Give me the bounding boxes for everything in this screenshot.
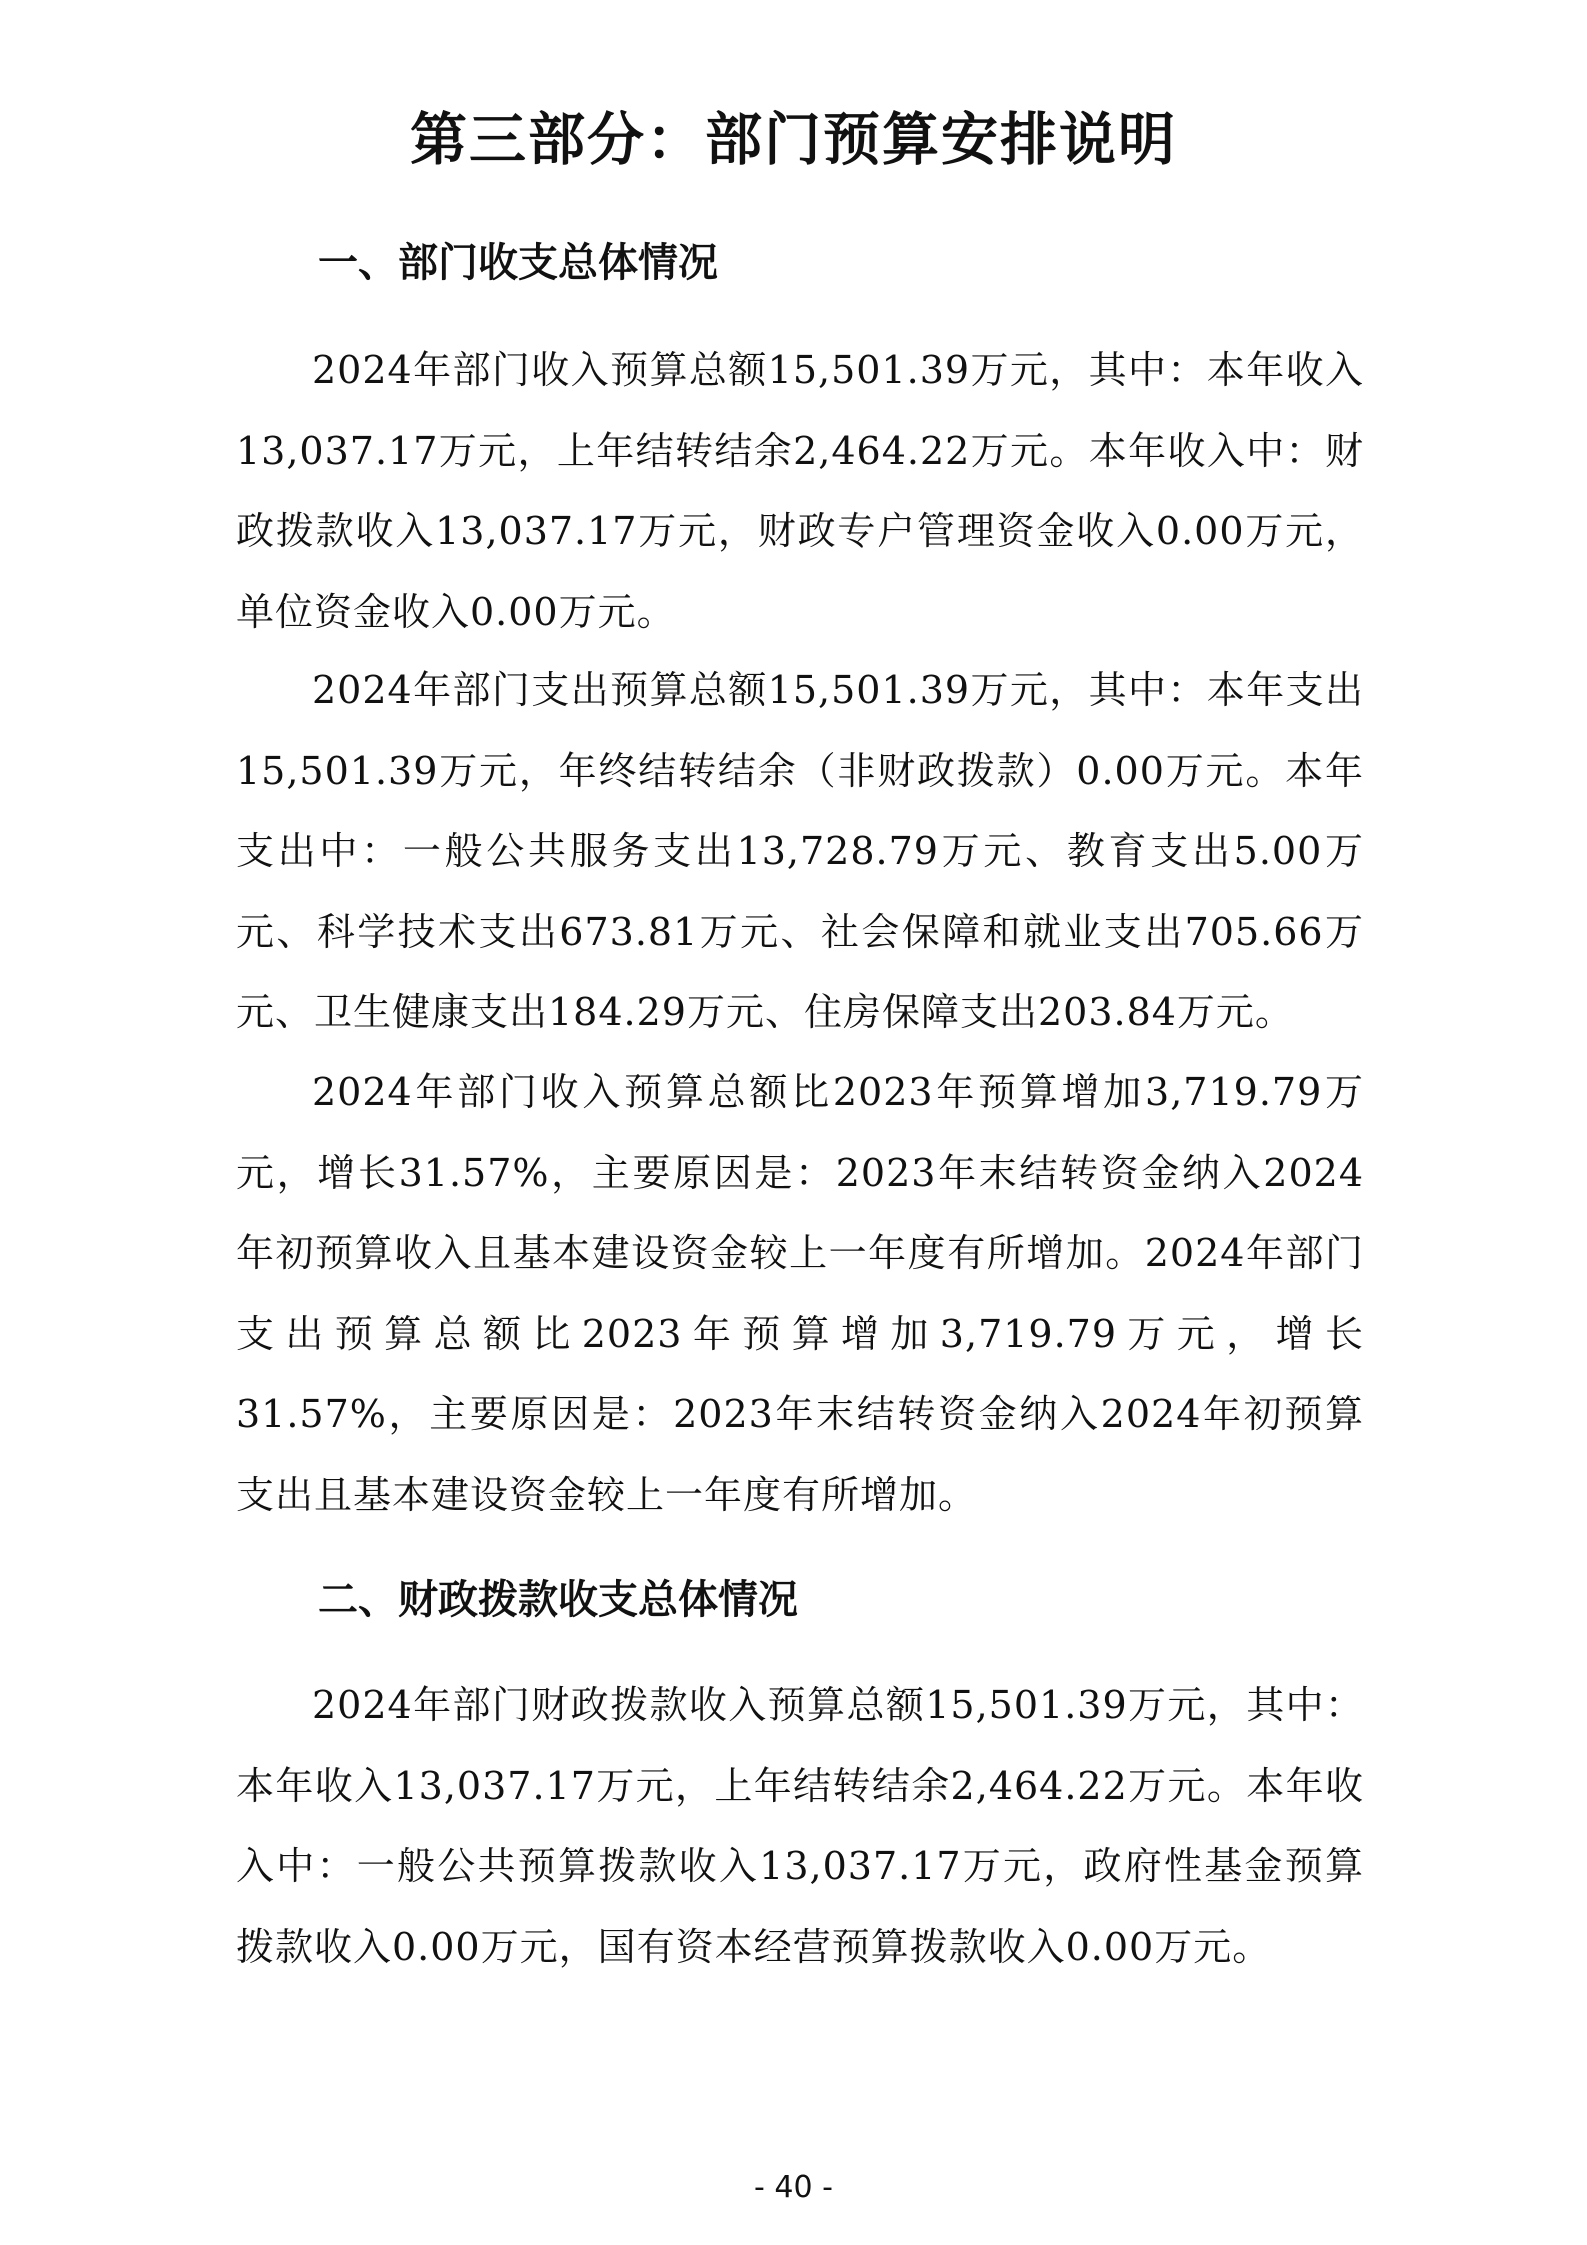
paragraph-year-over-year-change: 2024年部门收入预算总额比2023年预算增加3,719.79万元，增长31.57%，主要原因是：2023年末结转资金纳入2024年初预算收入且基本建设资金较上一年度有所增加。2024年部门支出预算总额比2023年预算增加3,719.79万元，增长31.57%，主要原因是：2023年末结转资金纳入2024年初预算支出且基本建设资金较上一年度有所增加。: [236, 1070, 1364, 1517]
section-heading-fiscal-appropriation-overview: 二、财政拨款收支总体情况: [318, 1577, 798, 1623]
page-number: - 40 -: [754, 2170, 833, 2205]
paragraph-income-budget: 2024年部门收入预算总额15,501.39万元，其中：本年收入13,037.17万元，上年结转结余2,464.22万元。本年收入中：财政拨款收入13,037.17万元，财政专户管理资金收入0.00万元，单位资金收入0.00万元。: [236, 348, 1364, 634]
paragraph-expenditure-budget: 2024年部门支出预算总额15,501.39万元，其中：本年支出15,501.39万元，年终结转结余（非财政拨款）0.00万元。本年支出中：一般公共服务支出13,728.79万元、教育支出5.00万元、科学技术支出673.81万元、社会保障和就业支出705.66万元、卫生健康支出184.29万元、住房保障支出203.84万元。: [236, 668, 1364, 1034]
section-heading-income-expenditure-overview: 一、部门收支总体情况: [318, 240, 718, 286]
paragraph-fiscal-appropriation-income: 2024年部门财政拨款收入预算总额15,501.39万元，其中：本年收入13,037.17万元，上年结转结余2,464.22万元。本年收入中：一般公共预算拨款收入13,037.17万元，政府性基金预算拨款收入0.00万元，国有资本经营预算拨款收入0.00万元。: [236, 1683, 1364, 1969]
page-title: 第三部分：部门预算安排说明: [410, 107, 1177, 173]
